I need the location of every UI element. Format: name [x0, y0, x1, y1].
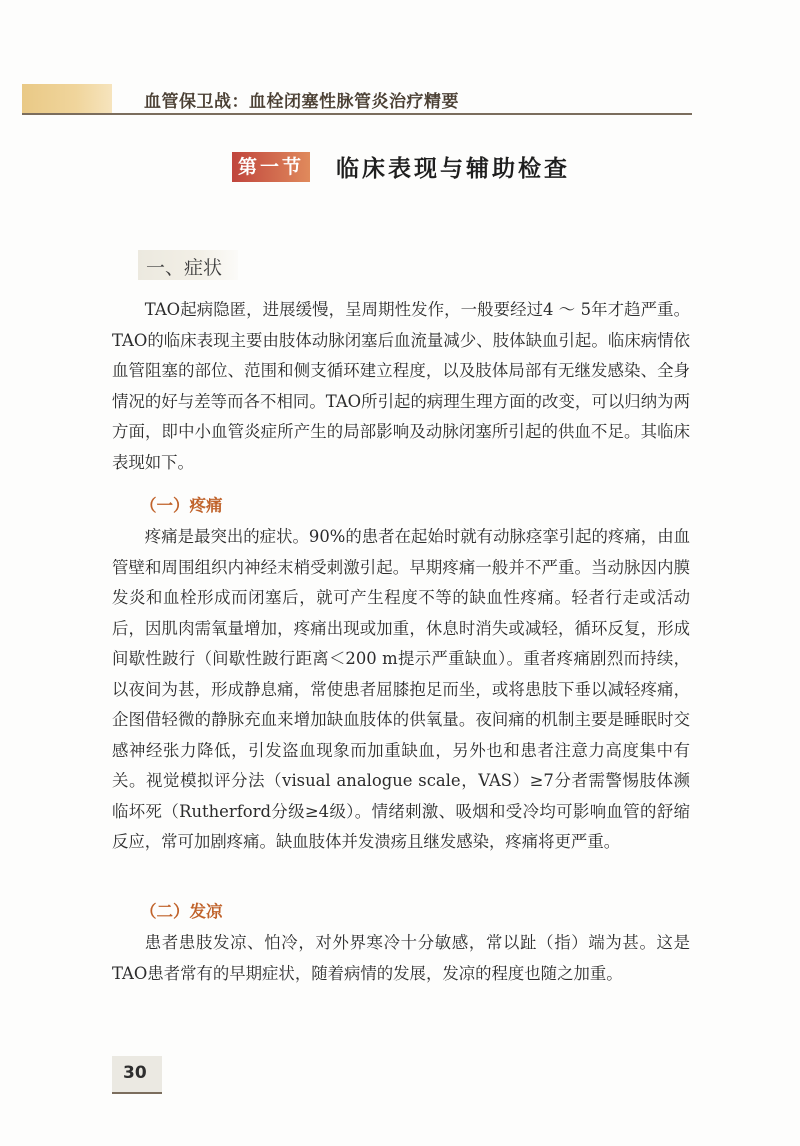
section-title: 临床表现与辅助检查: [336, 155, 570, 182]
page-number: 30: [123, 1063, 147, 1083]
minor-heading-cold: （二）发凉: [140, 902, 223, 921]
minor-heading-pain: （一）疼痛: [140, 496, 223, 515]
paragraph-pain: 疼痛是最突出的症状。90%的患者在起始时就有动脉痉挛引起的疼痛，由血管壁和周围组织内神经末梢受刺激引起。早期疼痛一般并不严重。当动脉因内膜发炎和血栓形成而闭塞后，就可产生程度不等的缺血性疼痛。轻者行走或活动后，因肌肉需氧量增加，疼痛出现或加重，休息时消失或减轻，循环反复，形成间歇性跛行（间歇性跛行距离＜200 m提示严重缺血）。重者疼痛剧烈而持续，以夜间为甚，形成静息痛，常使患者屈膝抱足而坐，或将患肢下垂以减轻疼痛，企图借轻微的静脉充血来增加缺血肢体的供氧量。夜间痛的机制主要是睡眠时交感神经张力降低，引发盗血现象而加重缺血，另外也和患者注意力高度集中有关。视觉模拟评分法（visual analogue scale，VAS）≥7分者需警惕肢体濒临坏死（Rutherford分级≥4级）。情绪刺激、吸烟和受冷均可影响血管的舒缩反应，常可加剧疼痛。缺血肢体并发溃疡且继发感染，疼痛将更严重。: [112, 527, 690, 851]
subsection-title: 一、症状: [146, 257, 223, 279]
section-heading: [232, 150, 570, 186]
page-number-rule: [112, 1092, 162, 1094]
paragraph-intro: TAO起病隐匿，进展缓慢，呈周期性发作，一般要经过4 ～ 5年才趋严重。TAO的临床表现主要由肢体动脉闭塞后血流量减少、肢体缺血引起。临床病情依血管阻塞的部位、范围和侧支循环建立程度，以及肢体局部有无继发感染、全身情况的好与差等而各不相同。TAO所引起的病理生理方面的改变，可以归纳为两方面，即中小血管炎症所产生的局部影响及动脉闭塞所引起的供血不足。其临床表现如下。: [112, 300, 690, 472]
header-color-tab: [22, 84, 112, 114]
subsection-heading: [138, 250, 238, 280]
header-rule: [22, 113, 692, 115]
page-number-box: [112, 1056, 162, 1092]
running-title: 血管保卫战：血栓闭塞性脉管炎治疗精要: [144, 92, 459, 112]
paragraph-cold: 患者患肢发凉、怕冷，对外界寒冷十分敏感，常以趾（指）端为甚。这是TAO患者常有的早期症状，随着病情的发展，发凉的程度也随之加重。: [112, 933, 690, 983]
running-header: [22, 84, 692, 114]
section-badge: 第一节: [232, 152, 310, 182]
